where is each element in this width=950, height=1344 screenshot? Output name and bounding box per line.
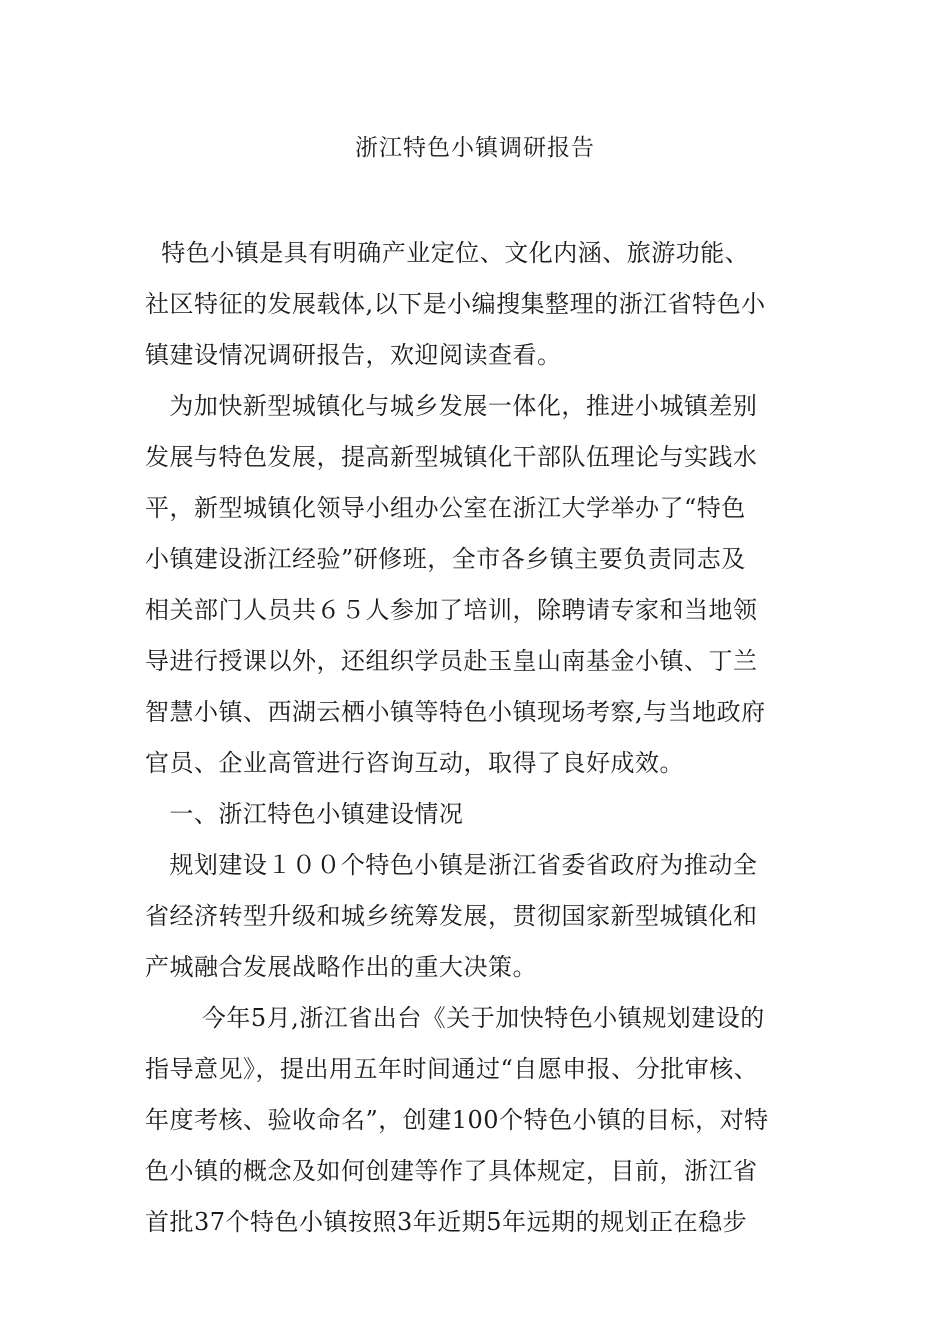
text-line: 色小镇的概念及如何创建等作了具体规定，目前，浙江省 [145,1157,758,1185]
text-line: 省经济转型升级和城乡统筹发展，贯彻国家新型城镇化和 [145,902,758,930]
section-heading: 一、浙江特色小镇建设情况 [145,800,464,828]
text-line: 小镇建设浙江经验”研修班，全市各乡镇主要负责同志及 [145,545,746,573]
text-line: 特色小镇是具有明确产业定位、文化内涵、旅游功能、 [145,239,750,267]
text-line: 镇建设情况调研报告，欢迎阅读查看。 [145,341,562,369]
text-line: 官员、企业高管进行咨询互动，取得了良好成效。 [145,749,684,777]
document-title: 浙江特色小镇调研报告 [355,135,595,161]
text-line: 指导意见》，提出用五年时间通过“自愿申报、分批审核、 [145,1055,759,1083]
text-line: 产城融合发展战略作出的重大决策。 [145,953,537,981]
text-line: 首批37个特色小镇按照3年近期5年远期的规划正在稳步 [145,1208,748,1236]
text-line: 相关部门人员共６５人参加了培训，除聘请专家和当地领 [145,596,758,624]
text-line: 为加快新型城镇化与城乡发展一体化，推进小城镇差别 [145,392,758,420]
document-body [145,228,815,1248]
text-line: 平，新型城镇化领导小组办公室在浙江大学举办了“特色 [145,494,746,522]
text-line: 社区特征的发展载体,以下是小编搜集整理的浙江省特色小 [145,290,766,318]
text-line: 年度考核、验收命名”，创建100个特色小镇的目标，对特 [145,1106,769,1134]
text-line: 规划建设１００个特色小镇是浙江省委省政府为推动全 [145,851,758,879]
text-line: 智慧小镇、西湖云栖小镇等特色小镇现场考察,与当地政府 [145,698,766,726]
text-line: 发展与特色发展，提高新型城镇化干部队伍理论与实践水 [145,443,758,471]
text-line: 导进行授课以外，还组织学员赴玉皇山南基金小镇、丁兰 [145,647,758,675]
text-line: 今年5月,浙江省出台《关于加快特色小镇规划建设的 [145,1004,765,1032]
